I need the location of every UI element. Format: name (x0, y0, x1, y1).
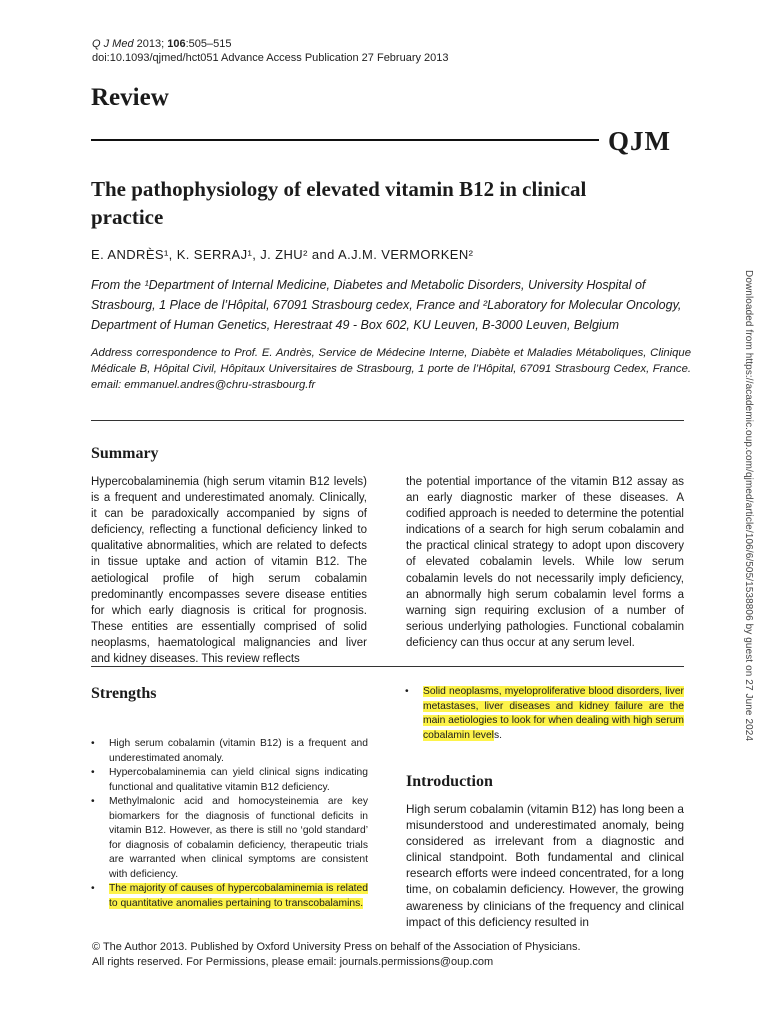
list-item: • The majority of causes of hypercobalaminemia is related to quantitative anomalies pertaining to transcobalamins. (91, 883, 368, 909)
footer-line-2: All rights reserved. For Permissions, please email: journals.permissions@oup.com (92, 956, 494, 968)
copyright-footer (92, 940, 581, 970)
journal-abbrev: Q J Med (92, 38, 134, 50)
summary-col2: the potential importance of the vitamin B12 assay as an early diagnostic marker of these diseases. A codified approach is needed to determine the potential indications of a search for high serum cobalamin and the practical clinical strategy to adopt upon discovery of elevated cobalamin levels. While low serum cobalamin levels do not necessarily imply deficiency, an abnormally high serum cobalamin level forms a warning sign requiring exclusion of a number of serious underlying pathologies. Functional cobalamin deficiency can thus occur at any serum level. (406, 476, 684, 649)
list-item: • Hypercobalaminemia can yield clinical signs indicating functional and qualitative vitamin B12 deficiency. (91, 767, 368, 793)
download-watermark: Downloaded from https://academic.oup.com/qjmed/article/106/6/505/1538806 by guest on 27 June 2024 (743, 270, 754, 742)
summary-col1: Hypercobalaminemia (high serum vitamin B12 levels) is a frequent and underestimated anomaly. Clinically, it can be paradoxically accompanied by signs of deficiency, reflecting a functional deficiency linked to qualitative abnormalities, which are related to defects in tissue uptake and action of vitamin B12. The aetiological profile of high serum cobalamin predominantly encompasses severe disease entities for which early diagnosis is critical for prognosis. These entities are essentially comprised of solid neoplasms, haematological malignancies and liver and kidney diseases. This review reflects (91, 476, 367, 666)
highlighted-text: Solid neoplasms, myeloproliferative blood disorders, liver metastases, liver diseases and kidney failure are the main aetiologies to look for when dealing with high serum cobalamin level (423, 686, 685, 741)
highlighted-text: The majority of causes of hypercobalaminemia is related to quantitative anomalies pertaining to transcobalamins. (109, 883, 368, 909)
journal-logo: QJM (608, 126, 671, 156)
citation-volume: 106 (167, 38, 186, 50)
doi-line: doi:10.1093/qjmed/hct051 Advance Access Publication 27 February 2013 (92, 52, 449, 64)
strengths-list-continued (405, 685, 684, 743)
list-item: • High serum cobalamin (vitamin B12) is a frequent and underestimated anomaly. (91, 738, 368, 764)
citation-year: 2013; (136, 38, 165, 50)
article-title: The pathophysiology of elevated vitamin B12 in clinical practice (91, 177, 587, 229)
summary-rule (91, 666, 684, 667)
citation-line (92, 37, 231, 52)
summary-heading: Summary (91, 445, 159, 462)
strengths-list (91, 737, 368, 911)
correspondence: Address correspondence to Prof. E. Andrès, Service de Médecine Interne, Diabète et Maladies Métaboliques, Clinique Médicale B, Hôpital Civil, Hôpitaux Universitaires de Strasbourg, 1 porte de l’Hôpital, 67091 Strasbourg Cedex, France. email: emmanuel.andres@chru-strasbourg.fr (91, 347, 691, 391)
introduction-text: High serum cobalamin (vitamin B12) has long been a misunderstood and underestimated anomaly, being considered as irrelevant from a diagnostic and clinical standpoint. Both fundamental and clinical research efforts were indeed concentrated, for a long time, on cobalamin deficiency. However, the growing awareness by clinicians of the frequency and clinical impact of this deficiency resulted in (406, 802, 684, 929)
header-rule (91, 139, 599, 141)
section-label: Review (91, 84, 169, 111)
introduction-heading: Introduction (406, 773, 493, 790)
footer-line-1: © The Author 2013. Published by Oxford University Press on behalf of the Association of Physicians. (92, 941, 581, 953)
authors: E. ANDRÈS¹, K. SERRAJ¹, J. ZHU² and A.J.M. VERMORKEN² (91, 247, 474, 262)
strengths-heading: Strengths (91, 685, 157, 702)
list-item: • Solid neoplasms, myeloproliferative blood disorders, liver metastases, liver diseases and kidney failure are the main aetiologies to look for when dealing with high serum cobalamin levels. (405, 686, 685, 741)
section-rule (91, 420, 684, 421)
citation-pages: :505–515 (185, 38, 232, 50)
affiliation: From the ¹Department of Internal Medicine, Diabetes and Metabolic Disorders, University Hospital of Strasbourg, 1 Place de l’Hôpital, 67091 Strasbourg cedex, France and ²Laboratory for Molecular Oncology, Department of Human Genetics, Herestraat 49 - Box 602, KU Leuven, B-3000 Leuven, Belgium (91, 278, 682, 332)
list-item: • Methylmalonic acid and homocysteinemia are key biomarkers for the diagnosis of functional deficits in vitamin B12. However, as there is still no ‘gold standard’ for diagnosis of cobalamin deficiency, therapeutic trials are warranted when clinical symptoms are consistent with deficiency. (91, 796, 368, 880)
